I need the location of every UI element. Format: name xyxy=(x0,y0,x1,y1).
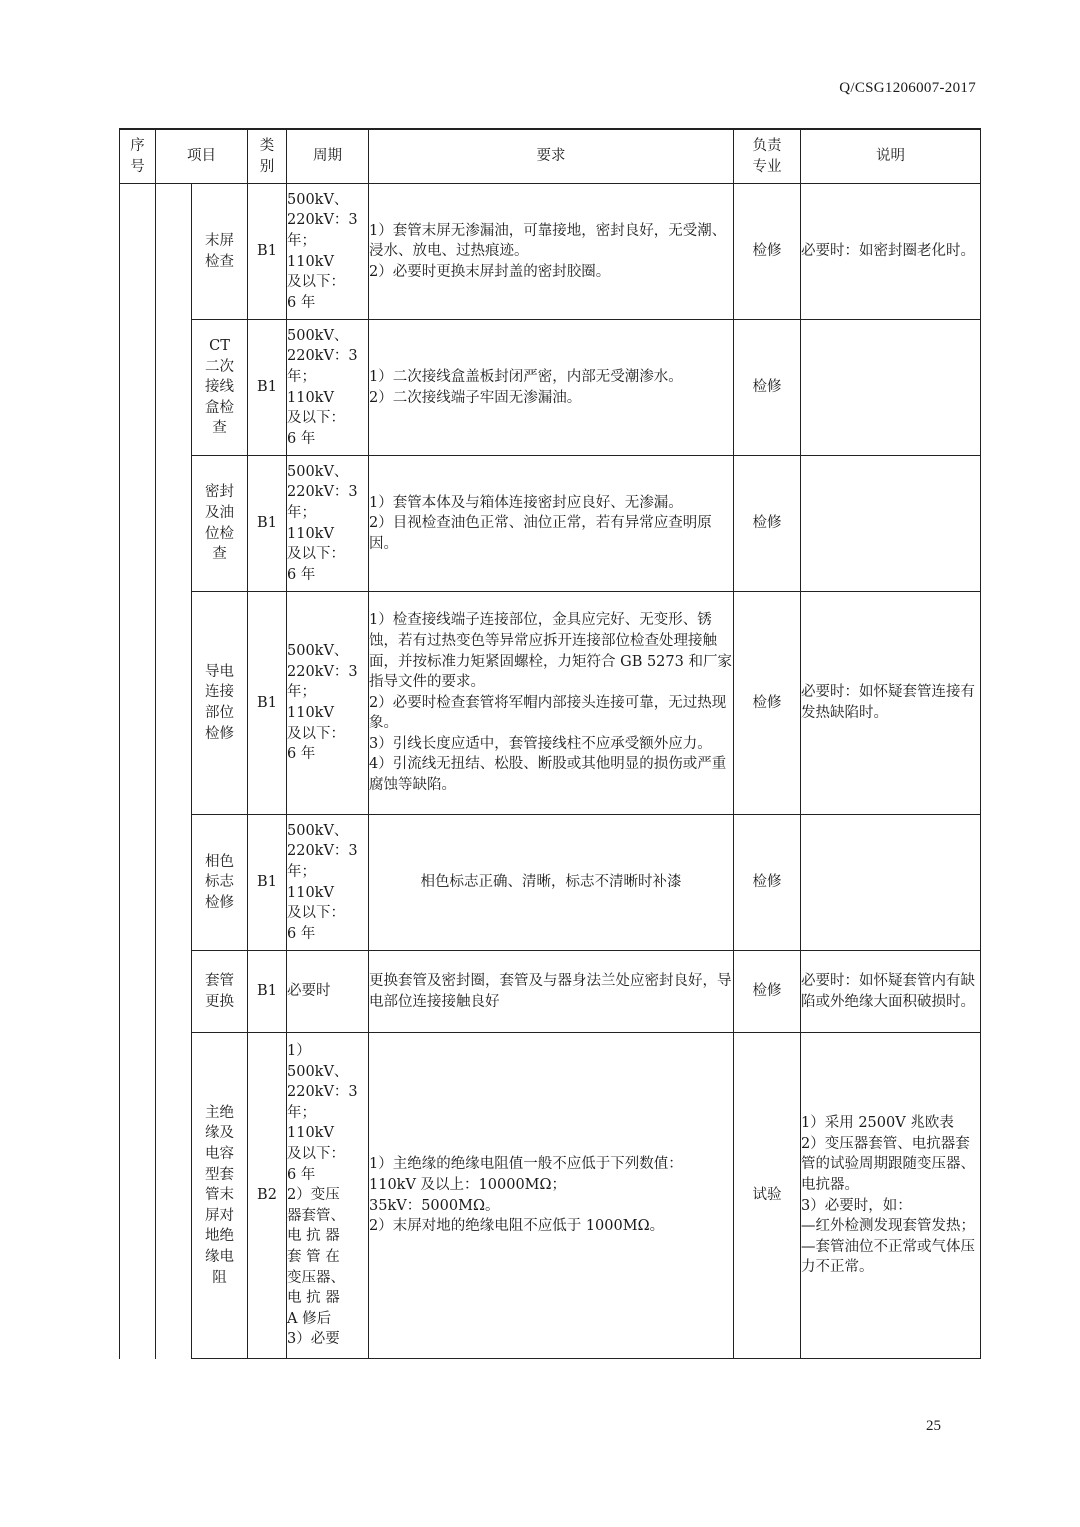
item-cell: CT 二次 接线 盒检 查 xyxy=(192,320,248,456)
note-cell xyxy=(801,456,981,592)
table-row xyxy=(120,951,981,1033)
table-row xyxy=(120,184,981,320)
requirement-cell: 相色标志正确、清晰，标志不清晰时补漆 xyxy=(369,815,734,951)
category-cell: B1 xyxy=(248,951,287,1033)
responsible-cell: 检修 xyxy=(734,320,801,456)
category-cell: B1 xyxy=(248,815,287,951)
table-row xyxy=(120,320,981,456)
note-cell: 必要时：如密封圈老化时。 xyxy=(801,184,981,320)
table-row xyxy=(120,456,981,592)
category-cell: B1 xyxy=(248,320,287,456)
item-cell: 主绝 缘及 电容 型套 管末 屏对 地绝 缘电 阻 xyxy=(192,1033,248,1359)
note-cell: 必要时：如怀疑套管内有缺陷或外绝缘大面积破损时。 xyxy=(801,951,981,1033)
category-cell: B1 xyxy=(248,456,287,592)
header-responsible: 负责 专业 xyxy=(734,129,801,184)
document-code: Q/CSG1206007-2017 xyxy=(839,80,976,96)
category-cell: B1 xyxy=(248,592,287,815)
requirement-cell: 1）套管本体及与箱体连接密封应良好、无渗漏。 2）目视检查油色正常、油位正常，若有异常应查明原因。 xyxy=(369,456,734,592)
requirement-cell: 1）套管末屏无渗漏油，可靠接地，密封良好，无受潮、浸水、放电、过热痕迹。 2）必要时更换末屏封盖的密封胶圈。 xyxy=(369,184,734,320)
note-cell: 1）采用 2500V 兆欧表 2）变压器套管、电抗器套管的试验周期跟随变压器、电抗器。 3）必要时，如： —红外检测发现套管发热； —套管油位不正常或气体压力不正常。 xyxy=(801,1033,981,1359)
responsible-cell: 检修 xyxy=(734,951,801,1033)
requirement-cell: 更换套管及密封圈，套管及与器身法兰处应密封良好，导电部位连接接触良好 xyxy=(369,951,734,1033)
responsible-cell: 检修 xyxy=(734,815,801,951)
note-cell: 必要时：如怀疑套管连接有发热缺陷时。 xyxy=(801,592,981,815)
group-cell xyxy=(156,184,192,1359)
requirement-cell: 1）主绝缘的绝缘电阻值一般不应低于下列数值： 110kV 及以上：10000MΩ； 35kV：5000MΩ。 2）末屏对地的绝缘电阻不应低于 1000MΩ。 xyxy=(369,1033,734,1359)
note-cell xyxy=(801,320,981,456)
table-row xyxy=(120,815,981,951)
cycle-cell: 500kV、 220kV：3 年； 110kV 及以下： 6 年 xyxy=(287,592,369,815)
item-cell: 套管 更换 xyxy=(192,951,248,1033)
header-requirement: 要求 xyxy=(369,129,734,184)
category-cell: B1 xyxy=(248,184,287,320)
header-category: 类 别 xyxy=(248,129,287,184)
item-cell: 导电 连接 部位 检修 xyxy=(192,592,248,815)
cycle-cell: 500kV、 220kV：3 年； 110kV 及以下： 6 年 xyxy=(287,320,369,456)
table-header-row xyxy=(120,129,981,184)
note-cell xyxy=(801,815,981,951)
table-row xyxy=(120,592,981,815)
seq-cell xyxy=(120,184,156,1359)
cycle-cell: 500kV、 220kV：3 年； 110kV 及以下： 6 年 xyxy=(287,456,369,592)
item-cell: 密封 及油 位检 查 xyxy=(192,456,248,592)
responsible-cell: 检修 xyxy=(734,592,801,815)
category-cell: B2 xyxy=(248,1033,287,1359)
page-number: 25 xyxy=(926,1418,941,1434)
table-row xyxy=(120,1033,981,1359)
responsible-cell: 检修 xyxy=(734,456,801,592)
requirement-cell: 1）二次接线盒盖板封闭严密，内部无受潮渗水。 2）二次接线端子牢固无渗漏油。 xyxy=(369,320,734,456)
item-cell: 末屏 检查 xyxy=(192,184,248,320)
requirement-cell: 1）检查接线端子连接部位，金具应完好、无变形、锈蚀，若有过热变色等异常应拆开连接部位检查处理接触面，并按标准力矩紧固螺栓，力矩符合 GB 5273 和厂家指导文件的要求。 2）必要时检查套管将军帽内部接头连接可靠，无过热现象。 3）引线长度应适中，套管接线柱不应承受额外应力。 4）引流线无扭结、松股、断股或其他明显的损伤或严重腐蚀等缺陷。 xyxy=(369,592,734,815)
cycle-cell: 必要时 xyxy=(287,951,369,1033)
maintenance-table xyxy=(119,128,981,1359)
header-note: 说明 xyxy=(801,129,981,184)
header-item: 项目 xyxy=(156,129,248,184)
cycle-cell: 1） 500kV、 220kV：3 年； 110kV 及以下： 6 年 2）变压 器套管、 电 抗 器 套 管 在 变压器、 电 抗 器 A 修后 3）必要 xyxy=(287,1033,369,1359)
header-seq: 序 号 xyxy=(120,129,156,184)
cycle-cell: 500kV、 220kV：3 年； 110kV 及以下： 6 年 xyxy=(287,184,369,320)
responsible-cell: 试验 xyxy=(734,1033,801,1359)
item-cell: 相色 标志 检修 xyxy=(192,815,248,951)
cycle-cell: 500kV、 220kV：3 年； 110kV 及以下： 6 年 xyxy=(287,815,369,951)
responsible-cell: 检修 xyxy=(734,184,801,320)
header-cycle: 周期 xyxy=(287,129,369,184)
